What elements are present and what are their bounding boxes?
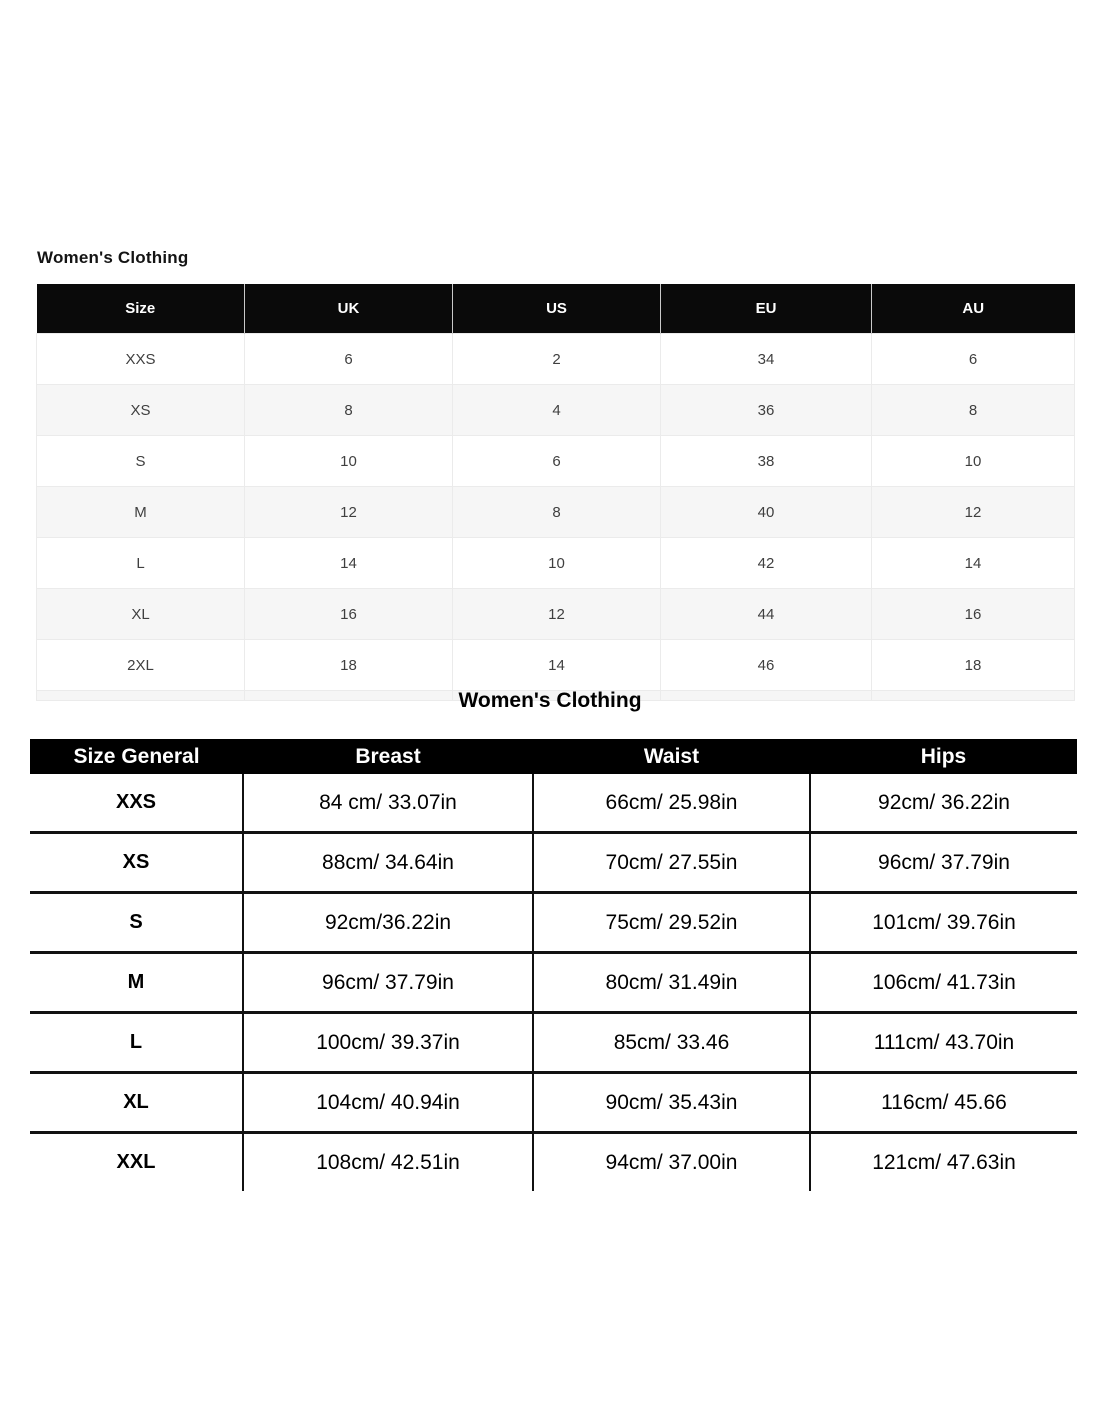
size-value-cell: 4 (453, 385, 661, 436)
size-value-cell: 42 (661, 538, 872, 589)
column-header: AU (872, 284, 1075, 334)
table-row (30, 893, 1077, 953)
size-value-cell: 8 (453, 487, 661, 538)
table-row (30, 953, 1077, 1013)
column-header: Size General (30, 739, 243, 774)
table-row (37, 385, 1075, 436)
size-label-cell: XL (30, 1073, 243, 1133)
size-value-cell: 14 (245, 538, 453, 589)
measurement-cell: 80cm/ 31.49in (533, 953, 810, 1013)
size-value-cell: 46 (661, 640, 872, 691)
size-value-cell: 10 (245, 436, 453, 487)
measurement-cell: 116cm/ 45.66 (810, 1073, 1077, 1133)
header-row (30, 739, 1077, 774)
size-value-cell: 2 (453, 334, 661, 385)
measurement-cell: 100cm/ 39.37in (243, 1013, 533, 1073)
table2-title: Women's Clothing (458, 689, 642, 712)
column-header: Size (37, 284, 245, 334)
table-row (30, 1013, 1077, 1073)
column-header: EU (661, 284, 872, 334)
table-row (30, 1133, 1077, 1192)
measurement-cell: 75cm/ 29.52in (533, 893, 810, 953)
size-value-cell: 10 (453, 538, 661, 589)
size-conversion-table (36, 284, 1075, 701)
size-label-cell: M (37, 487, 245, 538)
table-row (37, 640, 1075, 691)
size-value-cell: 14 (872, 538, 1075, 589)
size-label-cell: 2XL (37, 640, 245, 691)
table-row (37, 334, 1075, 385)
column-header: Breast (243, 739, 533, 774)
measurement-cell: 121cm/ 47.63in (810, 1133, 1077, 1192)
size-value-cell: 18 (245, 640, 453, 691)
size-value-cell: 36 (661, 385, 872, 436)
size-value-cell: 40 (661, 487, 872, 538)
table-row (30, 774, 1077, 833)
size-label-cell: XS (37, 385, 245, 436)
measurement-cell: 84 cm/ 33.07in (243, 774, 533, 833)
size-value-cell: 38 (661, 436, 872, 487)
size-label-cell: XXS (37, 334, 245, 385)
size-label-cell: L (37, 538, 245, 589)
column-header: Waist (533, 739, 810, 774)
measurement-cell: 94cm/ 37.00in (533, 1133, 810, 1192)
size-value-cell: 12 (453, 589, 661, 640)
size-value-cell: 44 (661, 589, 872, 640)
size-value-cell: 8 (245, 385, 453, 436)
size-value-cell: 16 (872, 589, 1075, 640)
size-value-cell: 6 (453, 436, 661, 487)
measurement-cell: 106cm/ 41.73in (810, 953, 1077, 1013)
table1-title: Women's Clothing (37, 248, 189, 267)
size-value-cell: 10 (872, 436, 1075, 487)
size-value-cell: 6 (245, 334, 453, 385)
measurement-cell: 104cm/ 40.94in (243, 1073, 533, 1133)
size-value-cell: 16 (245, 589, 453, 640)
measurement-cell: 108cm/ 42.51in (243, 1133, 533, 1192)
table-row (30, 1073, 1077, 1133)
header-row (37, 284, 1075, 334)
size-label-cell: XS (30, 833, 243, 893)
measurement-cell: 96cm/ 37.79in (810, 833, 1077, 893)
table-row (37, 538, 1075, 589)
size-value-cell: 34 (661, 334, 872, 385)
column-header: Hips (810, 739, 1077, 774)
measurement-cell: 85cm/ 33.46 (533, 1013, 810, 1073)
size-value-cell: 18 (872, 640, 1075, 691)
measurement-cell: 92cm/ 36.22in (810, 774, 1077, 833)
size-value-cell: 12 (245, 487, 453, 538)
table-row (37, 589, 1075, 640)
table-row (37, 487, 1075, 538)
size-label-cell: S (37, 436, 245, 487)
measurement-cell: 101cm/ 39.76in (810, 893, 1077, 953)
measurements-table (30, 739, 1077, 1191)
size-value-cell: 12 (872, 487, 1075, 538)
size-value-cell: 8 (872, 385, 1075, 436)
size-value-cell: 6 (872, 334, 1075, 385)
size-label-cell: XL (37, 589, 245, 640)
measurement-cell: 111cm/ 43.70in (810, 1013, 1077, 1073)
measurement-cell: 96cm/ 37.79in (243, 953, 533, 1013)
size-label-cell: S (30, 893, 243, 953)
column-header: UK (245, 284, 453, 334)
size-value-cell: 14 (453, 640, 661, 691)
size-label-cell: L (30, 1013, 243, 1073)
measurement-cell: 70cm/ 27.55in (533, 833, 810, 893)
measurement-cell: 66cm/ 25.98in (533, 774, 810, 833)
measurement-cell: 90cm/ 35.43in (533, 1073, 810, 1133)
measurement-cell: 92cm/36.22in (243, 893, 533, 953)
size-label-cell: XXL (116, 1151, 156, 1173)
size-label-cell: M (30, 953, 243, 1013)
measurement-cell: 88cm/ 34.64in (243, 833, 533, 893)
size-label-cell: XXS (30, 774, 243, 833)
table-row (37, 436, 1075, 487)
column-header: US (453, 284, 661, 334)
table-row (30, 833, 1077, 893)
